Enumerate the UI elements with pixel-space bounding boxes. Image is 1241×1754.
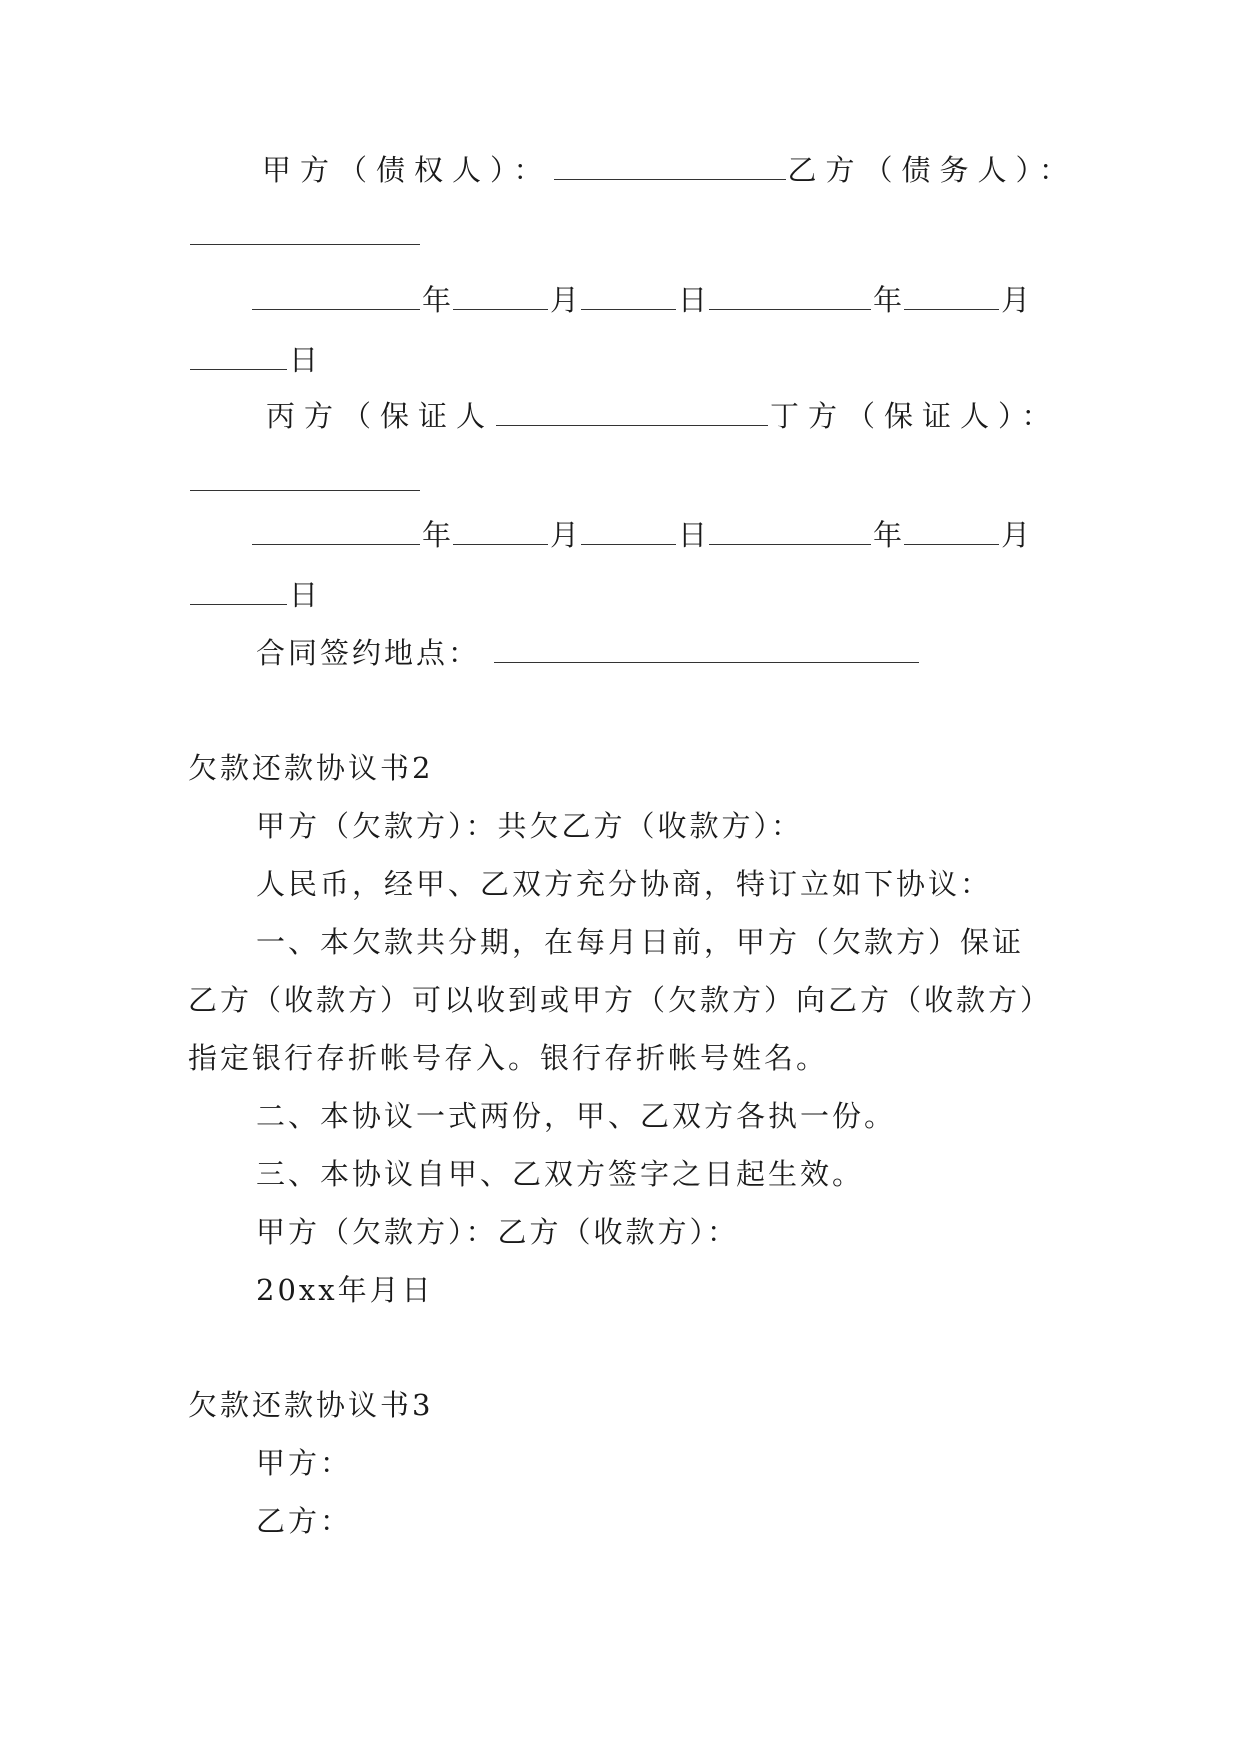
date-line-2-end bbox=[188, 575, 318, 615]
day-blank bbox=[581, 287, 676, 310]
day-label-4: 日 bbox=[289, 578, 319, 612]
year-blank-3 bbox=[252, 522, 420, 545]
party-c-line bbox=[266, 396, 1060, 436]
day-label: 日 bbox=[678, 283, 708, 317]
section2-title: 欠款还款协议书2 bbox=[188, 751, 434, 785]
party-b-label: 乙方（债务人）： bbox=[787, 153, 1078, 187]
sign-place-blank bbox=[494, 640, 919, 663]
year-blank-4 bbox=[709, 522, 871, 545]
section3-party-a: 甲方： bbox=[256, 1446, 353, 1480]
party-d-blank-line bbox=[188, 461, 422, 501]
section2-date: 20xx年月日 bbox=[256, 1273, 434, 1307]
year-blank bbox=[252, 287, 420, 310]
month-blank-4 bbox=[904, 522, 999, 545]
year-label-4: 年 bbox=[873, 518, 903, 552]
section2-p3-line1: 一、本欠款共分期，在每月日前，甲方（欠款方）保证 bbox=[256, 925, 1025, 959]
sign-place-line bbox=[256, 633, 921, 673]
party-b-blank-line bbox=[188, 215, 422, 255]
party-b-blank bbox=[190, 222, 420, 245]
section2-p3-line3: 指定银行存折帐号存入。银行存折帐号姓名。 bbox=[188, 1041, 829, 1075]
day-label-3: 日 bbox=[678, 518, 708, 552]
day-blank-4 bbox=[190, 582, 287, 605]
year-label-3: 年 bbox=[422, 518, 452, 552]
sign-place-label: 合同签约地点： bbox=[256, 636, 481, 670]
date-line-2 bbox=[250, 515, 1030, 555]
party-c-blank bbox=[496, 403, 768, 426]
month-blank-3 bbox=[453, 522, 548, 545]
year-label-2: 年 bbox=[873, 283, 903, 317]
section2-p2: 人民币，经甲、乙双方充分协商，特订立如下协议： bbox=[256, 867, 993, 901]
year-blank-2 bbox=[709, 287, 871, 310]
month-blank bbox=[453, 287, 548, 310]
party-a-line bbox=[262, 150, 1077, 190]
party-a-label: 甲方（债权人）： bbox=[262, 153, 552, 187]
party-d-label: 丁方（保证人）： bbox=[770, 399, 1060, 433]
party-a-blank bbox=[554, 157, 786, 180]
section2-p4: 二、本协议一式两份，甲、乙双方各执一份。 bbox=[256, 1099, 897, 1133]
day-blank-2 bbox=[190, 347, 287, 370]
month-label: 月 bbox=[550, 283, 580, 317]
month-label-4: 月 bbox=[1001, 518, 1031, 552]
month-label-2: 月 bbox=[1001, 283, 1031, 317]
month-label-3: 月 bbox=[550, 518, 580, 552]
section3-title: 欠款还款协议书3 bbox=[188, 1388, 434, 1422]
day-blank-3 bbox=[581, 522, 676, 545]
day-label-2: 日 bbox=[289, 343, 319, 377]
year-label: 年 bbox=[422, 283, 452, 317]
date-line-1 bbox=[250, 280, 1030, 320]
section2-p3-line2: 乙方（收款方）可以收到或甲方（欠款方）向乙方（收款方） bbox=[188, 983, 1053, 1017]
section2-p1: 甲方（欠款方）：共欠乙方（收款方）： bbox=[256, 809, 804, 843]
month-blank-2 bbox=[904, 287, 999, 310]
party-d-blank bbox=[190, 468, 420, 491]
section2-p6: 甲方（欠款方）：乙方（收款方）： bbox=[256, 1215, 740, 1249]
section2-p5: 三、本协议自甲、乙双方签字之日起生效。 bbox=[256, 1157, 865, 1191]
date-line-1-end bbox=[188, 340, 318, 380]
section3-party-b: 乙方： bbox=[256, 1504, 353, 1538]
party-c-label: 丙方（保证人 bbox=[266, 399, 495, 433]
